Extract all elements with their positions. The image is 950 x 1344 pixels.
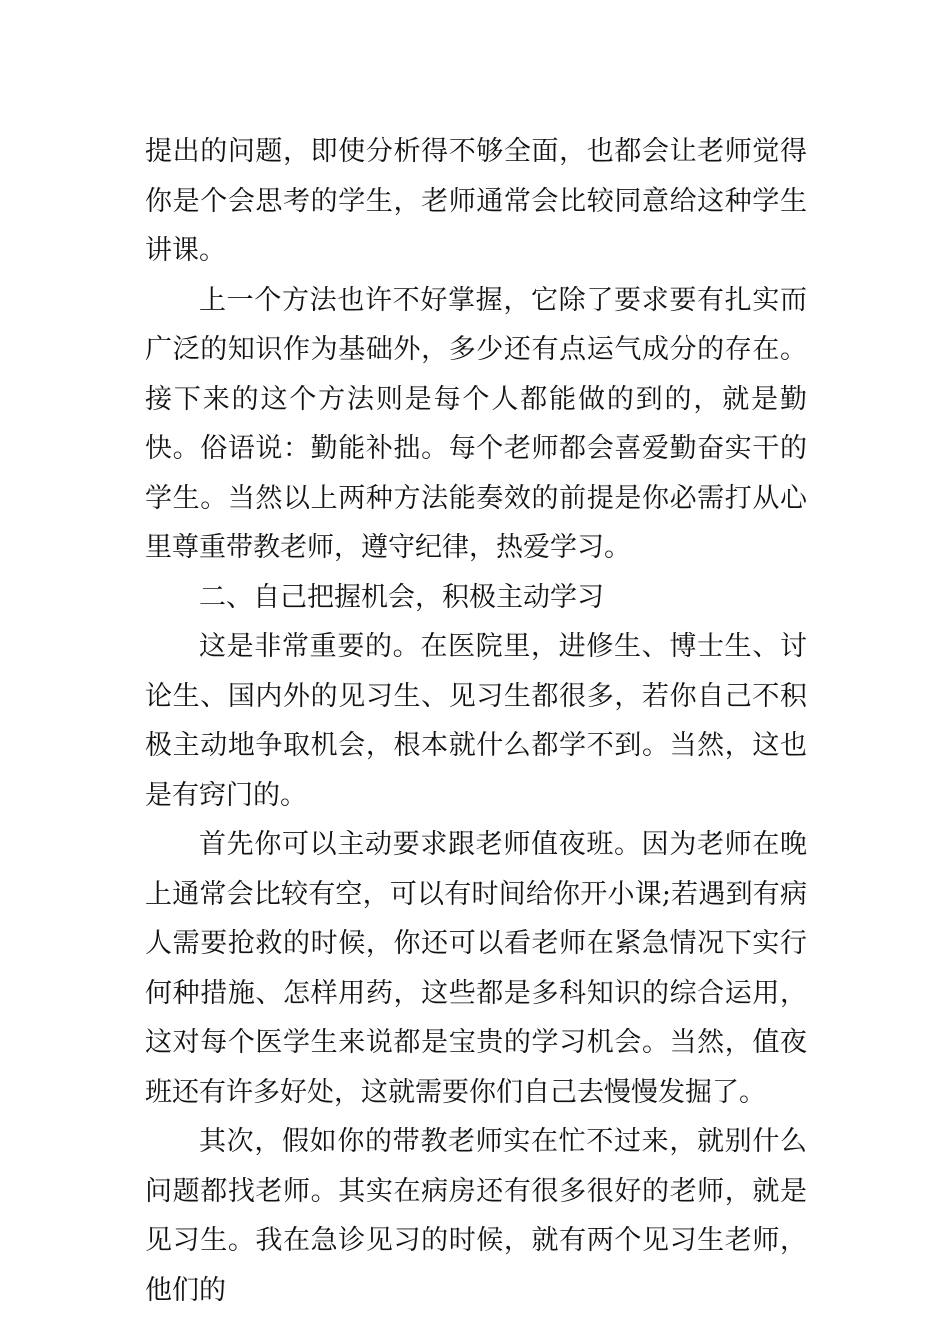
document-body — [145, 127, 807, 1315]
paragraph-ask-interns: 其次，假如你的带教老师实在忙不过来，就别什么问题都找老师。其实在病房还有很多很好的老师，就是见习生。我在急诊见习的时候，就有两个见习生老师，他们的 — [145, 1126, 807, 1306]
paragraph-importance: 这是非常重要的。在医院里，进修生、博士生、讨论生、国内外的见习生、见习生都很多，若你自己不积极主动地争取机会，根本就什么都学不到。当然，这也是有窍门的。 — [145, 631, 807, 811]
paragraph-night-shift: 首先你可以主动要求跟老师值夜班。因为老师在晚上通常会比较有空，可以有时间给你开小课;若遇到有病人需要抢救的时候，你还可以看老师在紧急情况下实行何种措施、怎样用药，这些都是多科知识的综合运用，这对每个医学生来说都是宝贵的学习机会。当然，值夜班还有许多好处，这就需要你们自己去慢慢发掘了。 — [145, 829, 807, 1108]
paragraph-continuation: 提出的问题，即使分析得不够全面，也都会让老师觉得你是个会思考的学生，老师通常会比较同意给这种学生讲课。 — [145, 136, 807, 266]
paragraph-method-diligence: 上一个方法也许不好掌握，它除了要求要有扎实而广泛的知识作为基础外，多少还有点运气成分的存在。接下来的这个方法则是每个人都能做的到的，就是勤快。俗语说：勤能补拙。每个老师都会喜爱勤奋实干的学生。当然以上两种方法能奏效的前提是你必需打从心里尊重带教老师，遵守纪律，热爱学习。 — [145, 284, 807, 563]
section-heading-seize-opportunity: 二、自己把握机会，积极主动学习 — [199, 581, 604, 613]
